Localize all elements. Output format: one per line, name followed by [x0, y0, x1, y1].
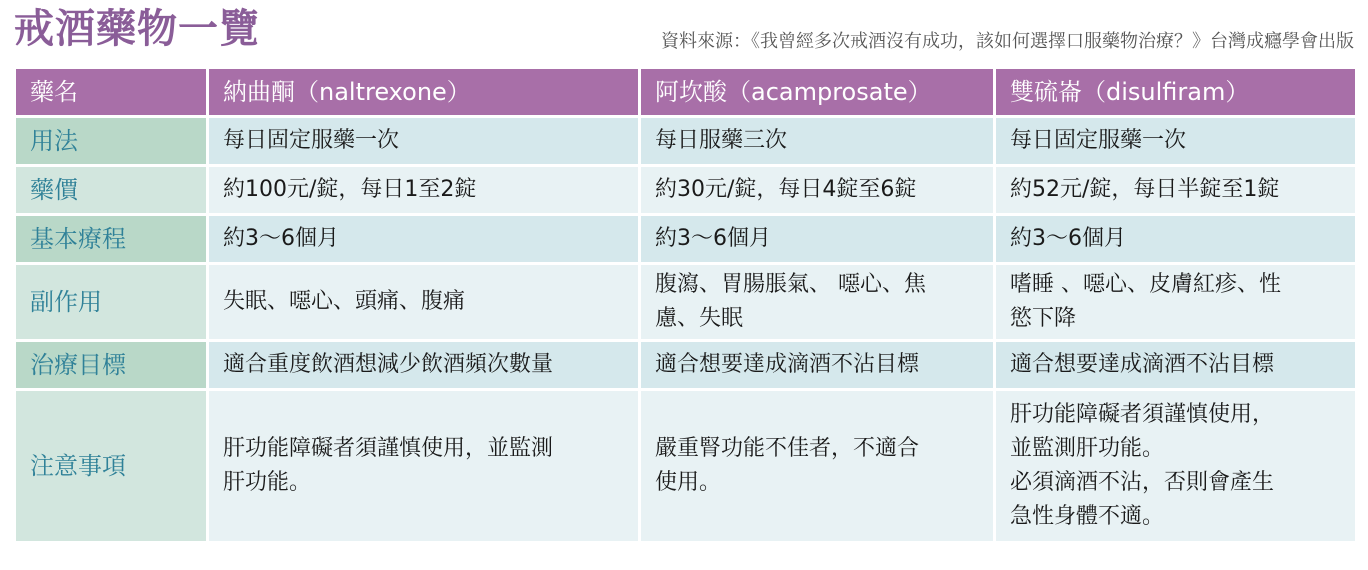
- drug-comparison-table: [13, 66, 1358, 544]
- table-cell: 腹瀉、胃腸脹氣、 噁心、焦 慮、失眠: [641, 265, 993, 339]
- table-cell: 約30元/錠，每日4錠至6錠: [641, 167, 993, 213]
- table-header-row: [16, 69, 1355, 115]
- table-row-goal: [16, 342, 1355, 388]
- row-label: 副作用: [16, 265, 206, 339]
- table-cell: 約3～6個月: [641, 216, 993, 262]
- table-row-usage: [16, 118, 1355, 164]
- header-acamprosate: 阿坎酸（acamprosate）: [641, 69, 993, 115]
- table-cell: 肝功能障礙者須謹慎使用， 並監測肝功能。 必須滴酒不沾，否則會產生 急性身體不適。: [996, 391, 1355, 541]
- header-disulfiram: 雙硫崙（disulfiram）: [996, 69, 1355, 115]
- row-label: 用法: [16, 118, 206, 164]
- table-row-notes: [16, 391, 1355, 541]
- source-note: 資料來源：《我曾經多次戒酒沒有成功，該如何選擇口服藥物治療？》台灣成癮學會出版: [661, 31, 1354, 52]
- page-title: 戒酒藥物一覽: [14, 6, 260, 52]
- table-cell: 失眠、噁心、頭痛、腹痛: [209, 265, 638, 339]
- table-cell: 每日固定服藥一次: [996, 118, 1355, 164]
- table-cell: 約52元/錠，每日半錠至1錠: [996, 167, 1355, 213]
- table-cell: 約3～6個月: [209, 216, 638, 262]
- table-cell: 肝功能障礙者須謹慎使用，並監測 肝功能。: [209, 391, 638, 541]
- row-label: 治療目標: [16, 342, 206, 388]
- row-label: 注意事項: [16, 391, 206, 541]
- header-naltrexone: 納曲酮（naltrexone）: [209, 69, 638, 115]
- table-cell: 每日服藥三次: [641, 118, 993, 164]
- table-cell: 適合重度飲酒想減少飲酒頻次數量: [209, 342, 638, 388]
- table-row-course: [16, 216, 1355, 262]
- row-label: 基本療程: [16, 216, 206, 262]
- table-cell: 適合想要達成滴酒不沾目標: [996, 342, 1355, 388]
- table-cell: 約100元/錠，每日1至2錠: [209, 167, 638, 213]
- header-drug-name: 藥名: [16, 69, 206, 115]
- table-cell: 嗜睡 、噁心、皮膚紅疹、性 慾下降: [996, 265, 1355, 339]
- table-row-side-effects: [16, 265, 1355, 339]
- row-label: 藥價: [16, 167, 206, 213]
- table-row-price: [16, 167, 1355, 213]
- table-cell: 約3～6個月: [996, 216, 1355, 262]
- table-cell: 適合想要達成滴酒不沾目標: [641, 342, 993, 388]
- table-cell: 每日固定服藥一次: [209, 118, 638, 164]
- table-cell: 嚴重腎功能不佳者，不適合 使用。: [641, 391, 993, 541]
